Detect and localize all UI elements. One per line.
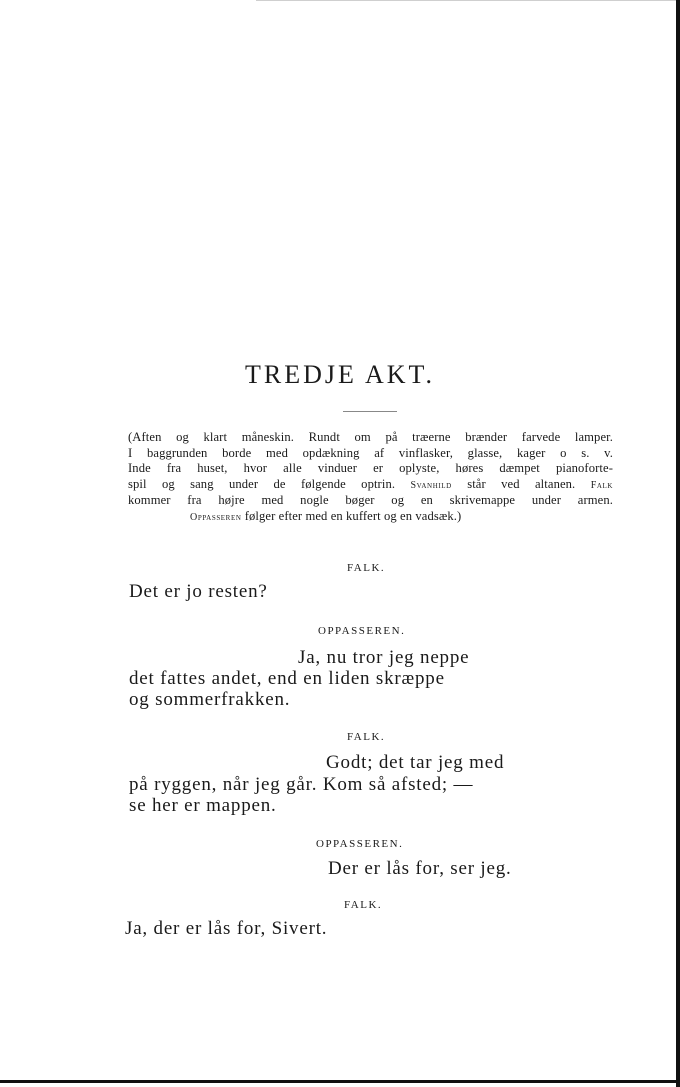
stage-direction-line: kommer fra højre med nogle bøger og en skrivemappe under armen. <box>128 493 613 508</box>
verse-line: Ja, nu tror jeg neppe <box>298 647 470 668</box>
speaker-label: OPPASSEREN. <box>316 838 404 850</box>
speaker-label: FALK. <box>347 731 386 743</box>
verse-line: på ryggen, når jeg går. Kom så afsted; — <box>129 774 474 795</box>
stage-direction-line: Inde fra huset, hvor alle vinduer er oplyste, høres dæmpet pianoforte- <box>128 461 613 476</box>
act-title: TREDJE AKT. <box>245 360 435 389</box>
character-name: Oppasseren <box>190 511 242 523</box>
verse-line: og sommerfrakken. <box>129 689 291 710</box>
speaker-label: OPPASSEREN. <box>318 625 406 637</box>
stage-text: spil og sang under de følgende optrin. <box>128 476 396 491</box>
stage-direction-line <box>128 477 613 494</box>
stage-text: står ved altanen. <box>467 476 576 491</box>
stage-text: følger efter med en kuffert og en vadsæk.) <box>244 508 462 523</box>
verse-line: det fattes andet, end en liden skræppe <box>129 668 445 689</box>
speaker-label: FALK. <box>347 562 386 574</box>
verse-line: Der er lås for, ser jeg. <box>328 858 512 879</box>
stage-direction-line: (Aften og klart måneskin. Rundt om på træerne brænder farvede lamper. <box>128 430 613 444</box>
title-divider <box>343 411 397 412</box>
scan-right-border <box>676 0 680 1087</box>
page-top-edge <box>256 0 680 1</box>
character-name: Svanhild <box>410 479 452 491</box>
scan-bottom-border <box>0 1080 680 1083</box>
verse-line: Det er jo resten? <box>129 581 268 602</box>
speaker-label: FALK. <box>344 899 383 911</box>
verse-line: Godt; det tar jeg med <box>326 752 505 773</box>
stage-direction <box>128 430 613 526</box>
verse-line: Ja, der er lås for, Sivert. <box>125 918 328 939</box>
character-name: Falk <box>590 479 614 491</box>
stage-direction-line: I baggrunden borde med opdækning af vinflasker, glasse, kager o s. v. <box>128 445 613 460</box>
verse-line: se her er mappen. <box>129 795 277 816</box>
stage-direction-line <box>128 509 613 526</box>
